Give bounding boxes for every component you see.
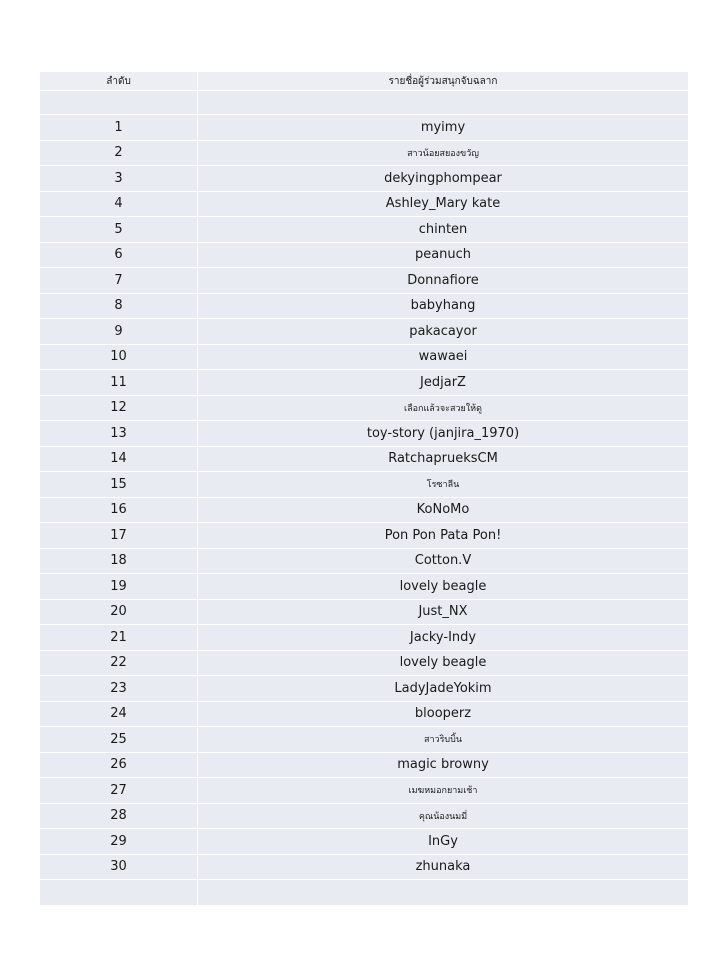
row-number: 28 — [40, 804, 198, 829]
participant-name: Pon Pon Pata Pon! — [384, 527, 502, 543]
row-number: 2 — [40, 141, 198, 166]
table-row — [40, 702, 688, 728]
table-row — [40, 319, 688, 345]
participant-name: lovely beagle — [399, 578, 487, 594]
participant-name: RatchaprueksCM — [388, 451, 498, 467]
table-row — [40, 396, 688, 422]
row-number: 27 — [40, 778, 198, 803]
row-number: 17 — [40, 523, 198, 548]
table-row — [40, 268, 688, 294]
empty-cell — [40, 880, 198, 905]
table-row — [40, 447, 688, 473]
table-row — [40, 141, 688, 167]
row-number: 19 — [40, 574, 198, 599]
table-row — [40, 625, 688, 651]
participant-name: LadyJadeYokim — [394, 680, 492, 696]
row-number: 5 — [40, 217, 198, 242]
row-number: 21 — [40, 625, 198, 650]
row-number: 7 — [40, 268, 198, 293]
participant-name: chinten — [418, 221, 468, 237]
table-row — [40, 549, 688, 575]
table-row — [40, 345, 688, 371]
table-row — [40, 829, 688, 855]
table-row — [40, 370, 688, 396]
row-number: 9 — [40, 319, 198, 344]
participant-name: JedjarZ — [420, 374, 466, 390]
participant-name: babyhang — [410, 298, 476, 314]
row-number: 11 — [40, 370, 198, 395]
table-empty-row-top — [40, 91, 688, 115]
table-row — [40, 192, 688, 218]
participant-name: blooperz — [414, 706, 472, 722]
participant-name: สาวริบบิ้น — [423, 735, 462, 746]
row-number: 22 — [40, 651, 198, 676]
participant-name: Jacky-Indy — [409, 629, 477, 645]
table-row — [40, 294, 688, 320]
participant-name: โรซาลีน — [426, 480, 460, 491]
row-number: 29 — [40, 829, 198, 854]
row-number: 12 — [40, 396, 198, 421]
table-row — [40, 523, 688, 549]
table-row — [40, 651, 688, 677]
row-number: 16 — [40, 498, 198, 523]
participant-name: toy-story (janjira_1970) — [366, 425, 520, 441]
row-number: 23 — [40, 676, 198, 701]
row-number: 20 — [40, 600, 198, 625]
participant-name: pakacayor — [409, 323, 477, 339]
table-empty-row-bottom — [40, 880, 688, 906]
participant-name: zhunaka — [415, 859, 471, 875]
participant-name: Just_NX — [418, 604, 468, 620]
empty-cell — [198, 880, 688, 905]
header-name: รายชื่อผู้ร่วมสนุกจับฉลาก — [388, 75, 498, 87]
participant-name: magic browny — [397, 757, 489, 773]
row-number: 10 — [40, 345, 198, 370]
table-row — [40, 115, 688, 141]
participant-name: สาวน้อยสยองขวัญ — [407, 148, 479, 159]
table-row — [40, 804, 688, 830]
row-number: 3 — [40, 166, 198, 191]
participant-name: myimy — [420, 119, 466, 135]
participant-name: เมฆหมอกยามเช้า — [408, 786, 478, 797]
row-number: 18 — [40, 549, 198, 574]
empty-cell — [198, 91, 688, 114]
row-number: 26 — [40, 753, 198, 778]
row-number: 13 — [40, 421, 198, 446]
row-number: 30 — [40, 855, 198, 880]
table-row — [40, 243, 688, 269]
table-row — [40, 778, 688, 804]
table-row — [40, 855, 688, 881]
table-body — [40, 115, 688, 880]
participant-name: InGy — [428, 833, 458, 849]
row-number: 25 — [40, 727, 198, 752]
table-row — [40, 676, 688, 702]
table-row — [40, 498, 688, 524]
table-header-row — [40, 72, 688, 91]
header-number: ลำดับ — [40, 72, 198, 90]
table-row — [40, 166, 688, 192]
participant-name: peanuch — [414, 247, 472, 263]
row-number: 15 — [40, 472, 198, 497]
participant-name: Ashley_Mary kate — [385, 196, 501, 212]
participant-name: wawaei — [418, 349, 468, 365]
participant-name: KoNoMo — [416, 502, 470, 518]
table-row — [40, 217, 688, 243]
participant-name: Cotton.V — [414, 553, 472, 569]
participant-name: Donnafiore — [407, 272, 479, 288]
row-number: 8 — [40, 294, 198, 319]
table-row — [40, 472, 688, 498]
table-row — [40, 753, 688, 779]
row-number: 4 — [40, 192, 198, 217]
participant-name: คุณน้องนมมี่ — [418, 811, 468, 822]
table-row — [40, 421, 688, 447]
row-number: 1 — [40, 115, 198, 140]
participant-name: lovely beagle — [399, 655, 487, 671]
participants-table — [40, 72, 688, 906]
table-row — [40, 727, 688, 753]
row-number: 24 — [40, 702, 198, 727]
row-number: 6 — [40, 243, 198, 268]
row-number: 14 — [40, 447, 198, 472]
empty-cell — [40, 91, 198, 114]
participant-name: dekyingphompear — [384, 170, 502, 186]
participant-name: เลือกแล้วจะสวยให้ดู — [404, 403, 482, 414]
table-row — [40, 600, 688, 626]
table-row — [40, 574, 688, 600]
